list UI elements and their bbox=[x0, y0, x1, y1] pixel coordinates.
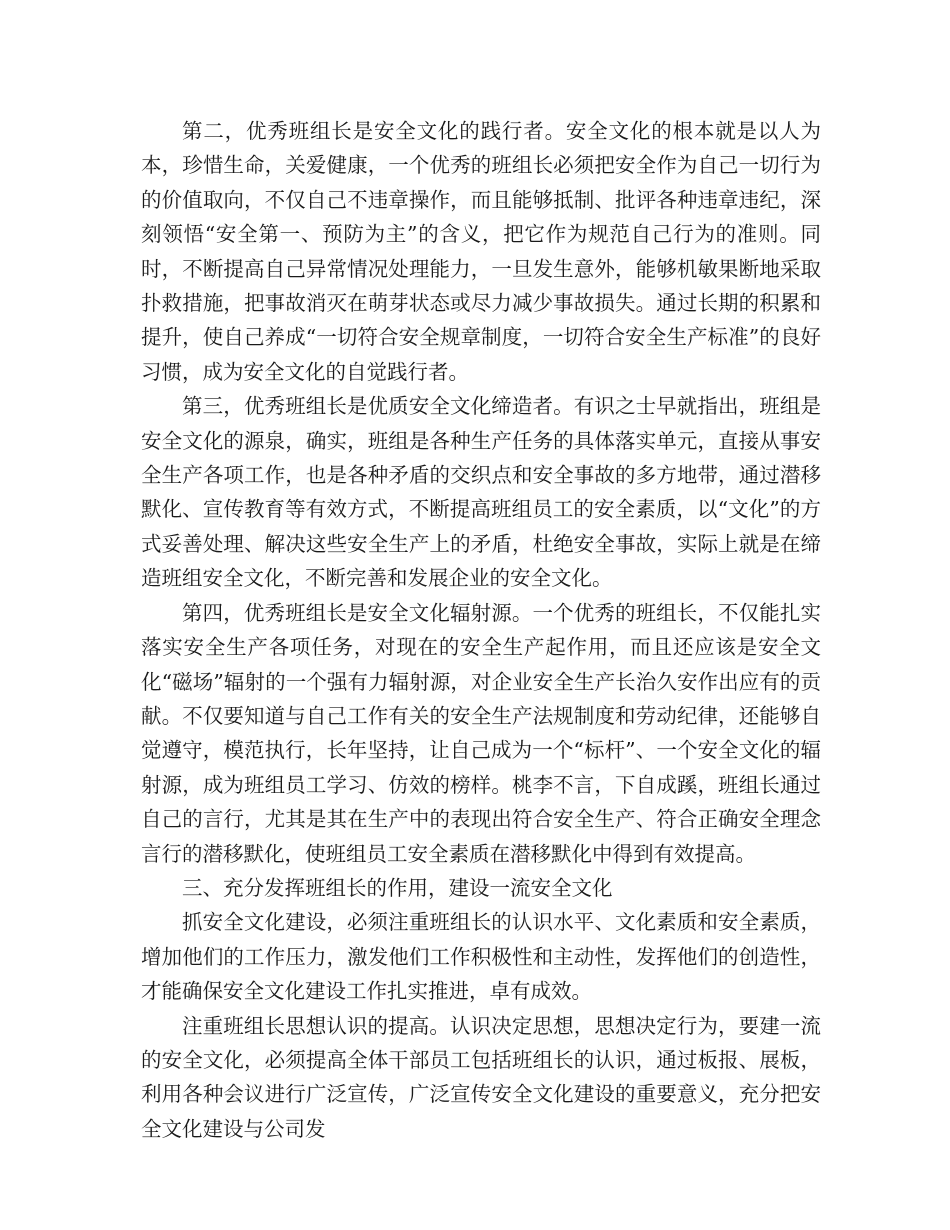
paragraph-2-practitioner: 第二，优秀班组长是安全文化的践行者。安全文化的根本就是以人为本，珍惜生命，关爱健康，一个优秀的班组长必须把安全作为自己一切行为的价值取向，不仅自己不违章操作，而且能够抵制、批评各种违章违纪，深刻领悟“安全第一、预防为主”的含义，把它作为规范自己行为的准则。同时，不断提高自己异常情况处理能力，一旦发生意外，能够机敏果断地采取扑救措施，把事故消灭在萌芽状态或尽力减少事故损失。通过长期的积累和提升，使自己养成“一切符合安全规章制度，一切符合安全生产标准”的良好习惯，成为安全文化的自觉践行者。 bbox=[141, 119, 821, 384]
document-body bbox=[141, 114, 821, 1146]
paragraph-safety-culture-building: 抓安全文化建设，必须注重班组长的认识水平、文化素质和安全素质，增加他们的工作压力，激发他们工作积极性和主动性，发挥他们的创造性，才能确保安全文化建设工作扎实推进，卓有成效。 bbox=[141, 910, 821, 1004]
section-heading-3: 三、充分发挥班组长的作用，建设一流安全文化 bbox=[182, 875, 613, 900]
paragraph-4-radiation-source: 第四，优秀班组长是安全文化辐射源。一个优秀的班组长，不仅能扎实落实安全生产各项任务，对现在的安全生产起作用，而且还应该是安全文化“磁场”辐射的一个强有力辐射源，对企业安全生产长治久安作出应有的贡献。不仅要知道与自己工作有关的安全生产法规制度和劳动纪律，还能够自觉遵守，模范执行，长年坚持，让自己成为一个“标杆”、一个安全文化的辐射源，成为班组员工学习、仿效的榜样。桃李不言，下自成蹊，班组长通过自己的言行，尤其是其在生产中的表现出符合安全生产、符合正确安全理念言行的潜移默化，使班组员工安全素质在潜移默化中得到有效提高。 bbox=[141, 600, 821, 866]
paragraph-3-creator: 第三，优秀班组长是优质安全文化缔造者。有识之士早就指出，班组是安全文化的源泉，确实，班组是各种生产任务的具体落实单元，直接从事安全生产各项工作，也是各种矛盾的交织点和安全事故的多方地带，通过潜移默化、宣传教育等有效方式，不断提高班组员工的安全素质，以“文化”的方式妥善处理、解决这些安全生产上的矛盾，杜绝安全事故，实际上就是在缔造班组安全文化，不断完善和发展企业的安全文化。 bbox=[141, 394, 821, 591]
paragraph-ideological-awareness: 注重班组长思想认识的提高。认识决定思想，思想决定行为，要建一流的安全文化，必须提高全体干部员工包括班组长的认识，通过板报、展板，利用各种会议进行广泛宣传，广泛宣传安全文化建设的重要意义，充分把安全文化建设与公司发 bbox=[141, 1013, 821, 1141]
